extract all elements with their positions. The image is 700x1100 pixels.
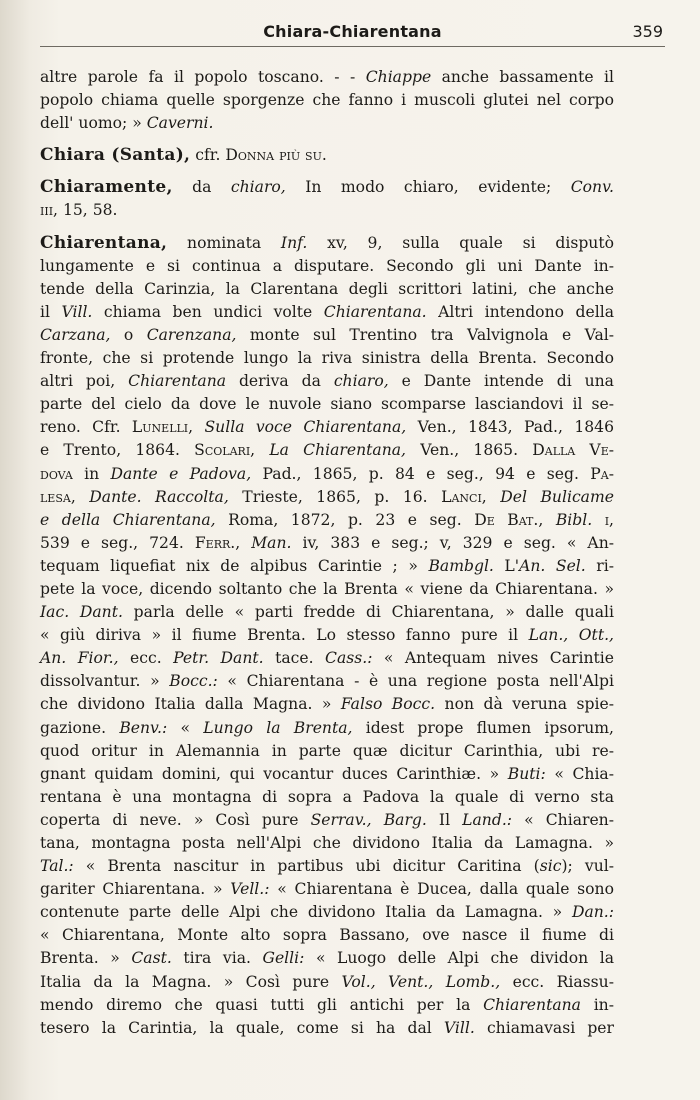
page-body [40, 66, 614, 1040]
text-line: gazione. Benv.: « Lungo la Brenta, idest prope flumen ipsorum, [40, 718, 614, 737]
text-line: contenute parte delle Alpi che dividono Italia da Lamagna. » Dan.: [40, 903, 614, 922]
text-line: iii, 15, 58. [40, 201, 118, 220]
entry-chiaramente [40, 176, 614, 222]
page-number: 359 [632, 22, 663, 41]
text-line: tende della Carinzia, la Clarentana degli scrittori latini, che anche [40, 279, 614, 298]
text-line: tesero la Carintia, la quale, come si ha dal Vill. chiamavasi per [40, 1018, 614, 1037]
text-line: il Vill. chiama ben undici volte Chiarentana. Altri intendono della [40, 302, 614, 321]
text-line: Tal.: « Brenta nascitur in partibus ubi dicitur Caritina (sic); vul- [40, 857, 614, 876]
text-line: dell' uomo; » Caverni. [40, 114, 214, 133]
text-line: Chiarentana, nominata Inf. xv, 9, sulla quale si disputò [40, 232, 615, 253]
text-line: coperta di neve. » Così pure Serrav., Barg. Il Land.: « Chiaren- [40, 810, 614, 829]
text-line: « giù diriva » il fiume Brenta. Lo stesso fanno pure il Lan., Ott., [40, 626, 614, 645]
text-line: tana, montagna posta nell'Alpi che dividono Italia da Lamagna. » [40, 834, 614, 852]
text-line: pete la voce, dicendo soltanto che la Brenta « viene da Chiarentana. » [40, 579, 614, 598]
text-line: rentana è una montagna di sopra a Padova la quale di verno sta [40, 787, 614, 806]
text-line: reno. Cfr. Lunelli, Sulla voce Chiarentana, Ven., 1843, Pad., 1846 [40, 418, 614, 437]
text-line: mendo diremo che quasi tutti gli antichi per la Chiarentana in- [40, 995, 614, 1014]
text-line: dova in Dante e Padova, Pad., 1865, p. 84 e seg., 94 e seg. Pa- [40, 464, 614, 483]
text-line: dissolvantur. » Bocc.: « Chiarentana - è una regione posta nell'Alpi [40, 672, 614, 691]
text-line: tequam liquefiat nix de alpibus Carintie ; » Bambgl. L'An. Sel. ri- [40, 556, 615, 575]
text-line: altri poi, Chiarentana deriva da chiaro, e Dante intende di una [40, 372, 614, 391]
paragraph-chiappe-continued [40, 66, 614, 135]
text-line: lesa, Dante. Raccolta, Trieste, 1865, p. 16. Lanci, Del Bulicame [40, 487, 614, 506]
text-line: e della Chiarentana, Roma, 1872, p. 23 e seg. De Bat., Bibl. i, [40, 510, 615, 529]
text-line: Brenta. » Cast. tira via. Gelli: « Luogo delle Alpi che dividon la [40, 949, 614, 968]
text-line: Italia da la Magna. » Così pure Vol., Vent., Lomb., ecc. Riassu- [40, 972, 614, 991]
entry-headword: Chiara (Santa), [40, 145, 191, 166]
text-line: altre parole fa il popolo toscano. - - Chiappe anche bassamente il [40, 68, 614, 86]
running-title: Chiara-Chiarentana [263, 22, 442, 41]
text-line: 539 e seg., 724. Ferr., Man. iv, 383 e seg.; v, 329 e seg. « An- [40, 533, 615, 552]
text-line: parte del cielo da dove le nuvole siano scomparse lasciandovi il se- [40, 395, 614, 414]
text-line: Carzana, o Carenzana, monte sul Trentino tra Valvignola e Val- [40, 325, 614, 344]
text-line: quod oritur in Alemannia in parte quæ dicitur Carinthia, ubi re- [40, 741, 614, 760]
text-line: che dividono Italia dalla Magna. » Falso Bocc. non dà veruna spie- [40, 695, 614, 714]
text-line: gariter Chiarentana. » Vell.: « Chiarentana è Ducea, dalla quale sono [40, 880, 614, 899]
text-line: « Chiarentana, Monte alto sopra Bassano, ove nasce il fiume di [40, 926, 614, 945]
text-line: e Trento, 1864. Scolari, La Chiarentana, Ven., 1865. Dalla Ve- [40, 441, 614, 460]
text-line: lungamente e si continua a disputare. Secondo gli uni Dante in- [40, 256, 614, 275]
text-line: gnant quidam domini, qui vocantur duces Carinthiæ. » Buti: « Chia- [40, 764, 614, 783]
text-line: fronte, che si protende lungo la riva sinistra della Brenta. Secondo [40, 349, 614, 368]
entry-headword: Chiarentana, [40, 232, 168, 253]
entry-chiarentana [40, 232, 614, 1040]
text-line: An. Fior., ecc. Petr. Dant. tace. Cass.: « Antequam nives Carintie [40, 649, 614, 668]
text-line: Chiaramente, da chiaro, In modo chiaro, evidente; Conv. [40, 177, 614, 198]
text-line: popolo chiama quelle sporgenze che fanno i muscoli glutei nel corpo [40, 91, 614, 110]
text-line: Chiara (Santa), cfr. Donna più su. [40, 145, 327, 166]
text-line: Iac. Dant. parla delle « parti fredde di Chiarentana, » dalle quali [40, 603, 614, 622]
entry-chiara-santa [40, 144, 614, 167]
entry-headword: Chiaramente, [40, 177, 173, 198]
running-header [40, 20, 665, 47]
